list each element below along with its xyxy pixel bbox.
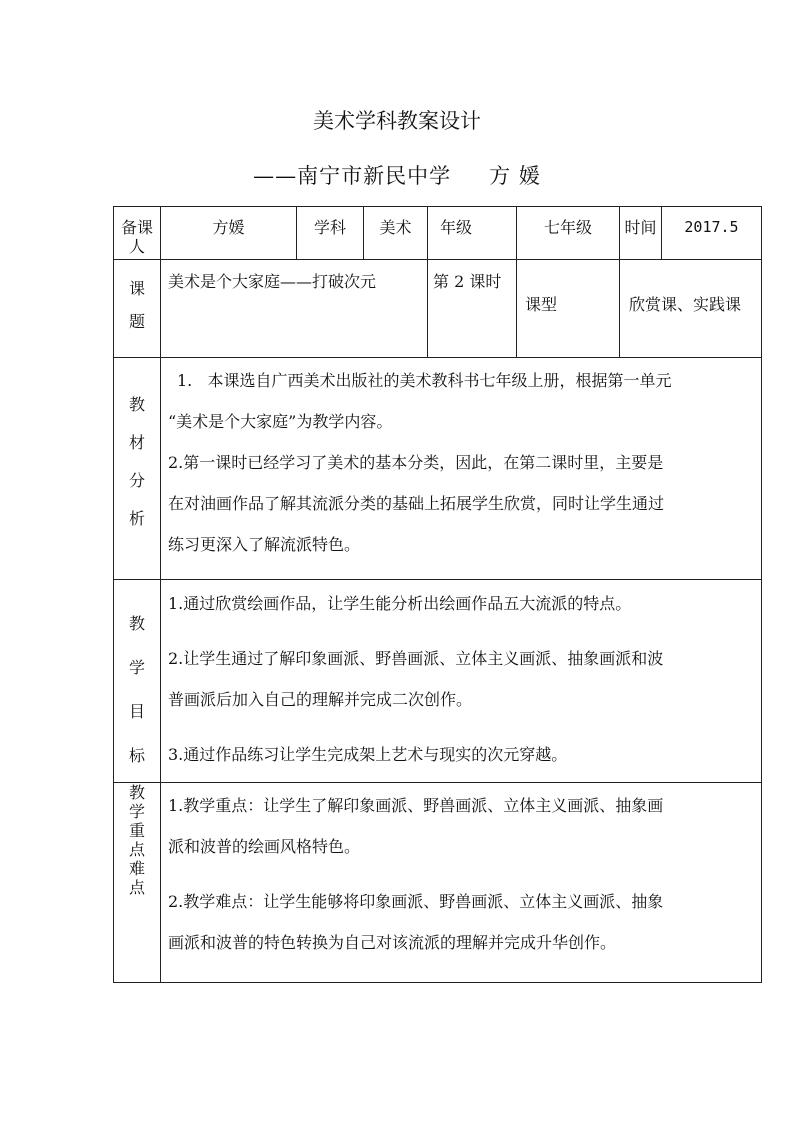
lesson-plan-table [113, 206, 762, 983]
grade-label: 年级 [428, 207, 517, 260]
label-char: 课 [128, 279, 145, 298]
time-label: 时间 [620, 207, 662, 260]
material-analysis-text [161, 358, 762, 580]
lesson-period: 第 2 课时 [428, 260, 517, 358]
teaching-goals-label [114, 580, 161, 783]
label-char: 学 [128, 658, 145, 677]
lesson-type-label: 课型 [517, 260, 620, 358]
text-line: 在对油画作品了解其流派分类的基础上拓展学生欣赏，同时让学生通过 [168, 494, 665, 513]
material-analysis-label [114, 358, 161, 580]
teacher-value: 方媛 [161, 207, 297, 260]
lesson-label [114, 260, 161, 358]
text-line: 1. 本课选自广西美术出版社的美术教科书七年级上册，根据第一单元 [177, 371, 672, 390]
text-line: 2.教学难点：让学生能够将印象画派、野兽画派、立体主义画派、抽象 [168, 892, 664, 911]
text-line: 普画派后加入自己的理解并完成二次创作。 [168, 690, 473, 709]
label-char: 题 [128, 312, 145, 331]
author-name: 方 媛 [489, 164, 541, 188]
label-char: 析 [128, 509, 145, 528]
subject-label: 学科 [297, 207, 364, 260]
label-char: 标 [128, 746, 145, 765]
label-char: 教 [128, 614, 145, 633]
key-points-row [114, 783, 762, 983]
text-line: 2.让学生通过了解印象画派、野兽画派、立体主义画派、抽象画派和波 [168, 649, 664, 668]
text-line: 练习更深入了解流派特色。 [168, 535, 361, 554]
lesson-type-value: 欣赏课、实践课 [620, 260, 762, 358]
label-char: 学 [128, 802, 145, 821]
teacher-label: 备课人 [114, 207, 161, 260]
text-line: 2.第一课时已经学习了美术的基本分类，因此，在第二课时里，主要是 [168, 453, 664, 472]
text-line: 1.通过欣赏绘画作品，让学生能分析出绘画作品五大流派的特点。 [168, 594, 632, 613]
key-points-label [114, 783, 161, 983]
label-char: 点 [128, 840, 145, 859]
grade-value: 七年级 [517, 207, 620, 260]
document-title: 美术学科教案设计 [313, 109, 481, 133]
text-line: 画派和波普的特色转换为自己对该流派的理解并完成升华创作。 [168, 933, 617, 952]
label-char: 教 [128, 783, 145, 802]
school-name: ——南宁市新民中学 [253, 164, 452, 188]
lesson-topic: 美术是个大家庭——打破次元 [161, 260, 428, 358]
label-char: 目 [128, 702, 145, 721]
material-analysis-row [114, 358, 762, 580]
text-line: 1.教学重点：让学生了解印象画派、野兽画派、立体主义画派、抽象画 [168, 796, 664, 815]
text-line: “美术是个大家庭”为教学内容。 [168, 412, 393, 431]
lesson-row [114, 260, 762, 358]
label-char: 材 [128, 433, 145, 452]
label-char: 重 [128, 821, 145, 840]
key-points-text [161, 783, 762, 983]
label-char: 分 [128, 471, 145, 490]
text-line: 派和波普的绘画风格特色。 [168, 837, 361, 856]
label-char: 点 [128, 878, 145, 897]
label-char: 难 [128, 859, 145, 878]
time-value: 2017.5 [662, 207, 762, 260]
teaching-goals-row [114, 580, 762, 783]
subject-value: 美术 [364, 207, 428, 260]
info-row [114, 207, 762, 260]
document-subtitle [0, 160, 794, 190]
text-line: 3.通过作品练习让学生完成架上艺术与现实的次元穿越。 [168, 745, 568, 764]
teaching-goals-text [161, 580, 762, 783]
label-char: 教 [128, 395, 145, 414]
